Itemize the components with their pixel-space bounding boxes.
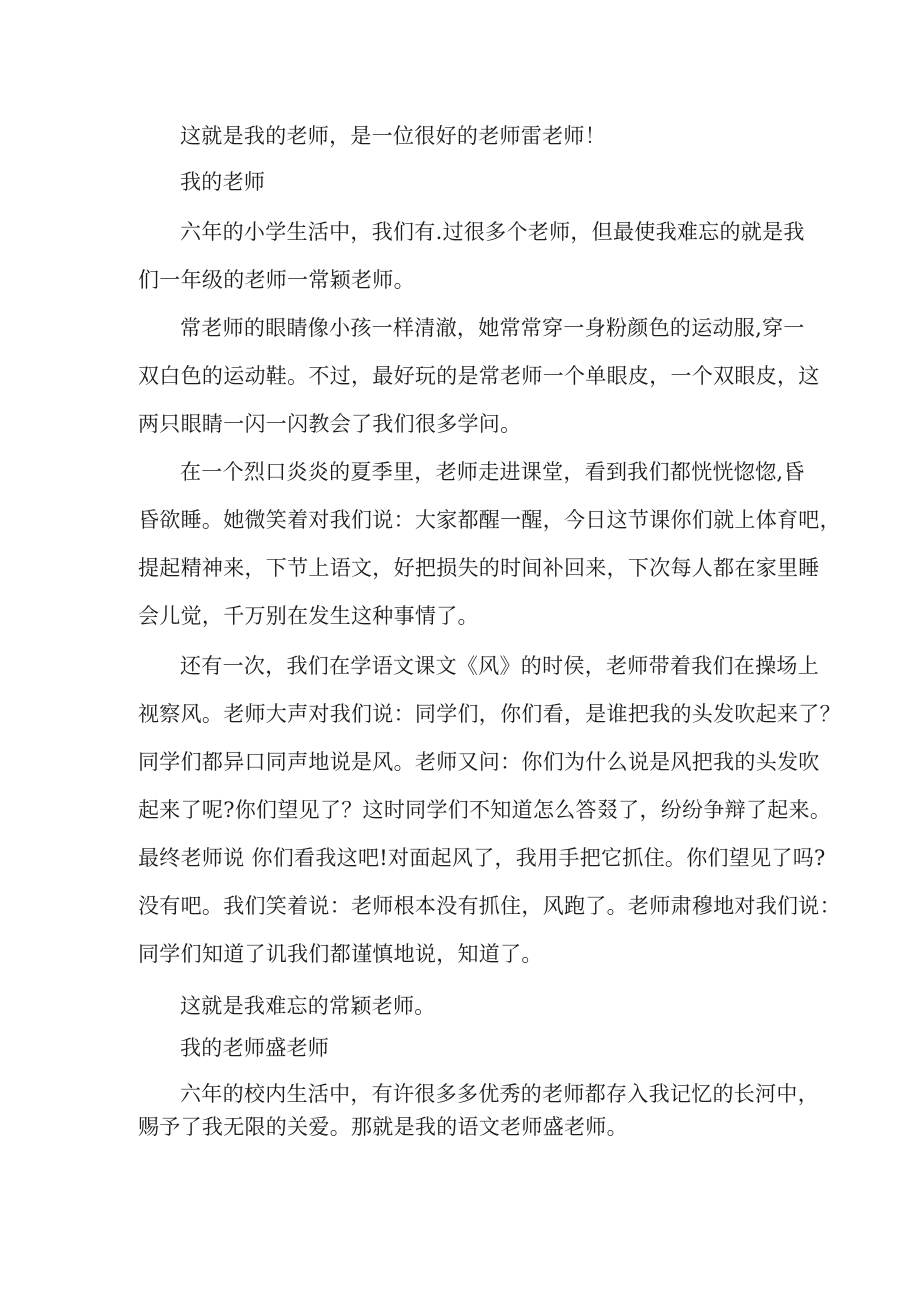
paragraph-1: [138, 112, 788, 160]
text-line: 我的老师: [180, 170, 266, 194]
text-line: 这就是我难忘的常颖老师。: [180, 994, 436, 1018]
text-line: 六年的小学生活中，我们有.过很多个老师，但最使我难忘的就是我: [180, 220, 805, 244]
text-line: 视察风。老师大声对我们说：同学们，你们看，是谁把我的头发吹起来了？: [138, 702, 841, 726]
text-line: 我的老师盛老师: [180, 1036, 330, 1060]
text-line: 同学们都异口同声地说是风。老师又问：你们为什么说是风把我的头发吹: [138, 750, 820, 774]
heading-my-teacher: [138, 158, 788, 206]
text-line: 赐予了我无限的关爱。那就是我的语文老师盛老师。: [138, 1115, 628, 1139]
paragraph-4: [138, 304, 820, 448]
paragraph-3: [138, 208, 805, 304]
text-line: 昏欲睡。她微笑着对我们说：大家都醒一醒，今日这节课你们就上体育吧，: [138, 508, 841, 532]
text-line: 没有吧。我们笑着说：老师根本没有抓住，风跑了。老师肃穆地对我们说：: [138, 894, 841, 918]
text-line: 会儿觉，千万别在发生这种事情了。: [138, 604, 479, 628]
text-line: 同学们知道了讥我们都谨慎地说，知道了。: [138, 942, 543, 966]
text-line: 起来了呢?你们望见了？这时同学们不知道怎么答叕了，纷纷争辩了起来。: [138, 798, 832, 822]
heading-my-teacher-sheng: [138, 1024, 788, 1072]
text-line: 常老师的眼睛像小孩一样清澈，她常常穿一身粉颜色的运动服,穿一: [180, 316, 805, 340]
text-line: 双白色的运动鞋。不过，最好玩的是常老师一个单眼皮，一个双眼皮，这: [138, 364, 820, 388]
paragraph-9: [138, 1078, 819, 1144]
text-line: 在一个烈口炎炎的夏季里，老师走进课堂，看到我们都恍恍惚惚,昏: [180, 460, 805, 484]
text-line: 六年的校内生活中，有许很多多优秀的老师都存入我记忆的长河中，: [180, 1082, 819, 1106]
paragraph-5: [138, 448, 841, 640]
text-line: 提起精神来，下节上语文，好把损失的时间补回来，下次每人都在家里睡: [138, 556, 820, 580]
text-line: 两只眼睛一闪一闪教会了我们很多学问。: [138, 412, 522, 436]
paragraph-7: [138, 982, 788, 1030]
text-line: 最终老师说 你们看我这吧!对面起风了，我用手把它抓住。你们望见了吗?: [138, 846, 826, 870]
text-line: 还有一次，我们在学语文课文《风》的时侯，老师带着我们在操场上: [180, 654, 819, 678]
paragraph-6: [138, 642, 841, 978]
text-line: 这就是我的老师，是一位很好的老师雷老师！: [180, 124, 606, 148]
text-line: 们一年级的老师一常颖老师。: [138, 268, 415, 292]
